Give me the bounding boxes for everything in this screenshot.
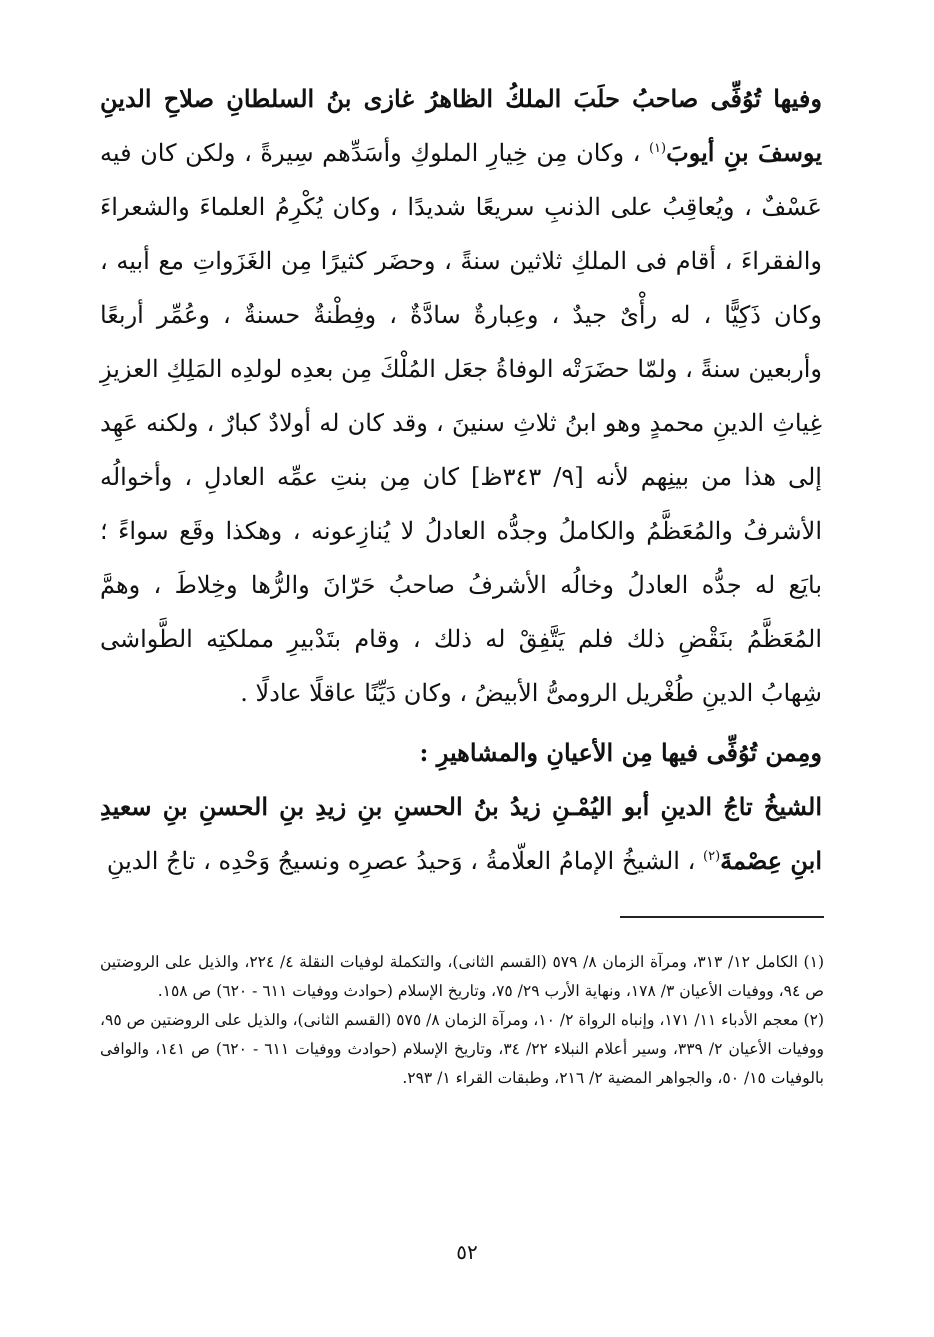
footnote-ref-2: (٢) <box>703 849 721 864</box>
paragraph-text-continued: كان مِن بنتِ عمِّه العادلِ ، وأخوالُه الأشرفُ والمُعَظَّمُ والكاملُ وجدُّه العادلُ لا يُنازِعونه ، وهكذا وقَع سواءً ؛ بايَع له جدُّه العادلُ وخالُه الأشرفُ صاحبُ حَرّانَ والرُّها وخِلاطَ ، وهمَّ المُعَظَّمُ بنَقْضِ ذلك فلم يَتَّفِقْ له ذلك ، وقام بتَدْبيرِ مملكتِه الطَّواشى شِهابُ الدينِ طُغْريل الرومىُّ الأبيضُ ، وكان دَيِّنًا عاقلًا عادلًا . <box>100 463 822 707</box>
footnote-2: (٢) معجم الأدباء ١١/ ١٧١، وإنباه الرواة ٢/ ١٠، ومرآة الزمان ٨/ ٥٧٥ (القسم الثانى)، والذيل على الروضتين ص ٩٥، ووفيات الأعيان ٢/ ٣٣٩، وسير أعلام النبلاء ٢٢/ ٣٤، وتاريخ الإسلام (حوادث ووفيات ٦١١ - ٦٢٠) ص ١٤١، والوافى بالوفيات ١٥/ ٥٠، والجواهر المضية ٢/ ٢١٦، وطبقات القراء ١/ ٢٩٣. <box>100 1011 825 1087</box>
page-number: ٥٢ <box>456 1240 478 1264</box>
paragraph-text: ، وكان مِن خِيارِ الملوكِ وأسَدِّهم سِيرةً ، ولكن كان فيه عَسْفٌ ، ويُعاقِبُ على الذنبِ سريعًا شديدًا ، وكان يُكْرِمُ العلماءَ والشعراءَ والفقراءَ ، أقام فى الملكِ ثلاثين سنةً ، وحضَر كثيرًا مِن الغَزَواتِ مع أبيه ، وكان ذَكِيًّا ، له رأْىٌ جيدٌ ، وعِبارةٌ سادَّةٌ ، وفِطْنةٌ حسنةٌ ، وعُمِّر أربعًا وأربعين سنةً ، ولمّا حضَرَتْه الوفاةُ جعَل المُلْكَ مِن بعدِه لولدِه المَلِكِ العزيزِ غِياثِ الدينِ محمدٍ وهو ابنُ ثلاثِ سنينَ ، وقد كان له أولادٌ كبارٌ ، ولكنه عَهِد إلى هذا من بينِهم لأنه <box>100 139 823 491</box>
manuscript-marker: [٩/ ٣٤٣ظ] <box>471 463 584 491</box>
footnote-divider <box>620 916 824 918</box>
entry-text: ، الشيخُ الإمامُ العلّامةُ ، وَحيدُ عصرِه ونسيجُ وَحْدِه ، تاجُ الدينِ <box>106 847 696 875</box>
main-text <box>100 72 822 888</box>
entry-bold-name: الشيخُ تاجُ الدينِ أبو اليُمْـنِ زيدُ بنُ الحسنِ بنِ زيدِ بنِ الحسنِ بنِ سعيدِ ابنِ عِصْمةَ <box>100 792 822 875</box>
footnote-ref-1: (١) <box>648 141 667 156</box>
footnotes <box>100 948 824 1093</box>
section-heading: ومِمن تُوُفِّى فيها مِن الأعيانِ والمشاهيرِ : <box>419 738 822 767</box>
paragraph-zahir-ghazi <box>100 72 822 720</box>
footnote-1: (١) الكامل ١٢/ ٣١٣، ومرآة الزمان ٨/ ٥٧٩ (القسم الثانى)، والتكملة لوفيات النقلة ٤/ ٢٢٤، والذيل على الروضتين ص ٩٤، ووفيات الأعيان ٣/ ١٧٨، ونهاية الأرب ٢٩/ ٧٥، وتاريخ الإسلام (حوادث ووفيات ٦١١ - ٦٢٠) ص ١٥٨. <box>100 953 824 1000</box>
entry-taj-al-din <box>100 780 822 888</box>
paragraph-bold-lead: وفيها تُوُفِّى صاحبُ حلَبَ الملكُ الظاهرُ غازى بنُ السلطانِ صلاحِ الدينِ يوسفَ بنِ أيوبَ <box>100 84 823 167</box>
